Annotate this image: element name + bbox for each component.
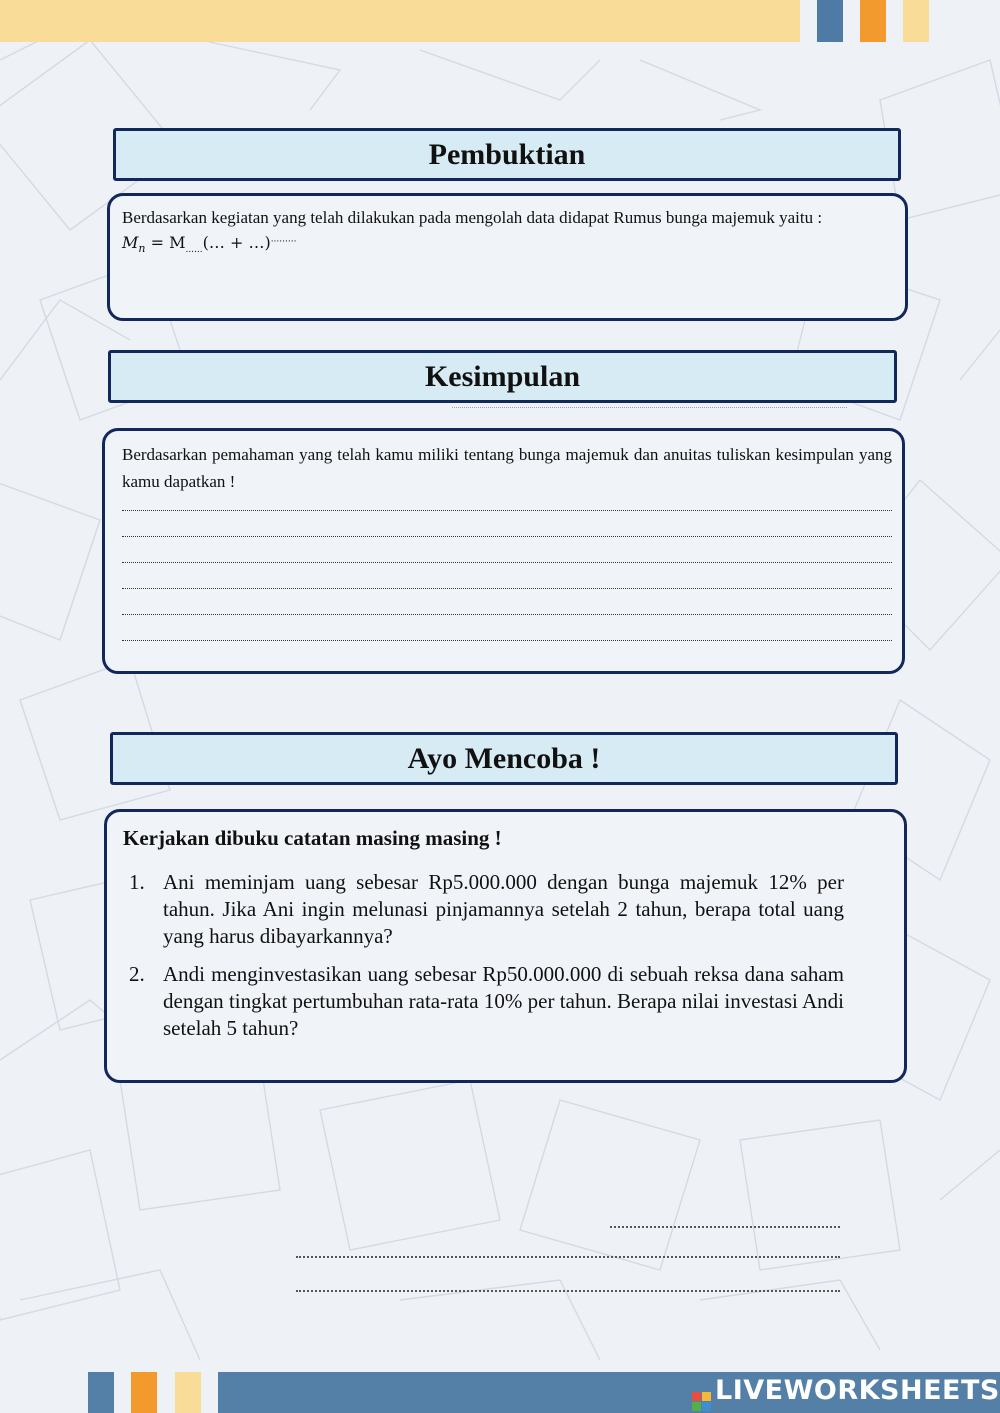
liveworksheets-brand: LIVEWORKSHEETS bbox=[715, 1375, 1000, 1406]
question-item-1 bbox=[123, 869, 844, 950]
logo-tile bbox=[702, 1402, 711, 1411]
top-accent-bar bbox=[0, 0, 800, 42]
bottom-square-yellow bbox=[175, 1372, 201, 1413]
answer-line[interactable] bbox=[122, 589, 892, 615]
top-square-yellow bbox=[903, 0, 929, 42]
liveworksheets-logo[interactable] bbox=[692, 1375, 1000, 1411]
answer-line[interactable] bbox=[122, 537, 892, 563]
kesimpulan-header bbox=[108, 350, 897, 403]
top-square-blue bbox=[817, 0, 843, 42]
question-list bbox=[123, 869, 844, 1042]
kesimpulan-box bbox=[102, 428, 905, 674]
formula-sub-blank[interactable]: ...... bbox=[185, 245, 203, 256]
logo-tile bbox=[692, 1402, 701, 1411]
kesimpulan-title: Kesimpulan bbox=[424, 359, 581, 393]
ayo-mencoba-header bbox=[110, 732, 898, 785]
kesimpulan-divider bbox=[452, 407, 847, 408]
ayo-mencoba-title: Ayo Mencoba ! bbox=[407, 741, 601, 775]
answer-line[interactable] bbox=[122, 615, 892, 641]
pembuktian-formula bbox=[122, 233, 893, 255]
question-item-2 bbox=[123, 961, 844, 1042]
logo-tile bbox=[702, 1392, 711, 1401]
ayo-mencoba-instruction: Kerjakan dibuku catatan masing masing ! bbox=[123, 826, 502, 850]
pembuktian-title: Pembuktian bbox=[428, 137, 586, 171]
pembuktian-box bbox=[107, 193, 908, 321]
dotted-line bbox=[296, 1256, 840, 1258]
liveworksheets-icon bbox=[692, 1392, 711, 1411]
top-square-orange bbox=[860, 0, 886, 42]
question-number: 1. bbox=[129, 870, 145, 894]
kesimpulan-text: Berdasarkan pemahaman yang telah kamu miliki tentang bunga majemuk dan anuitas tuliskan kesimpulan yang kamu dapatkan ! bbox=[122, 445, 892, 491]
bottom-square-blue bbox=[88, 1372, 114, 1413]
dotted-line bbox=[610, 1226, 840, 1228]
question-text: Ani meminjam uang sebesar Rp5.000.000 dengan bunga majemuk 12% per tahun. Jika Ani ingin melunasi pinjamannya setelah 2 tahun, berapa total uang yang harus dibayarkannya? bbox=[163, 870, 844, 948]
question-number: 2. bbox=[129, 962, 145, 986]
formula-paren: (… + …) bbox=[202, 233, 271, 252]
question-text: Andi menginvestasikan uang sebesar Rp50.000.000 di sebuah reksa dana saham dengan tingkat pertumbuhan rata-rata 10% per tahun. Berapa nilai investasi Andi setelah 5 tahun? bbox=[163, 962, 844, 1040]
dotted-line bbox=[296, 1290, 840, 1292]
answer-line[interactable] bbox=[122, 511, 892, 537]
formula-exp-blank[interactable]: ......... bbox=[270, 234, 297, 245]
ayo-mencoba-box bbox=[104, 809, 907, 1083]
pembuktian-text: Berdasarkan kegiatan yang telah dilakukan pada mengolah data didapat Rumus bunga majemuk yaitu : bbox=[122, 208, 823, 227]
formula-lhs: M bbox=[122, 233, 139, 252]
pembuktian-header bbox=[113, 128, 901, 181]
kesimpulan-answer-lines[interactable] bbox=[122, 485, 892, 641]
formula-eq: = M bbox=[145, 233, 186, 252]
logo-tile bbox=[692, 1392, 701, 1401]
answer-line[interactable] bbox=[122, 485, 892, 511]
bottom-square-orange bbox=[131, 1372, 157, 1413]
answer-line[interactable] bbox=[122, 563, 892, 589]
formula-lhs-sub: n bbox=[138, 242, 146, 256]
